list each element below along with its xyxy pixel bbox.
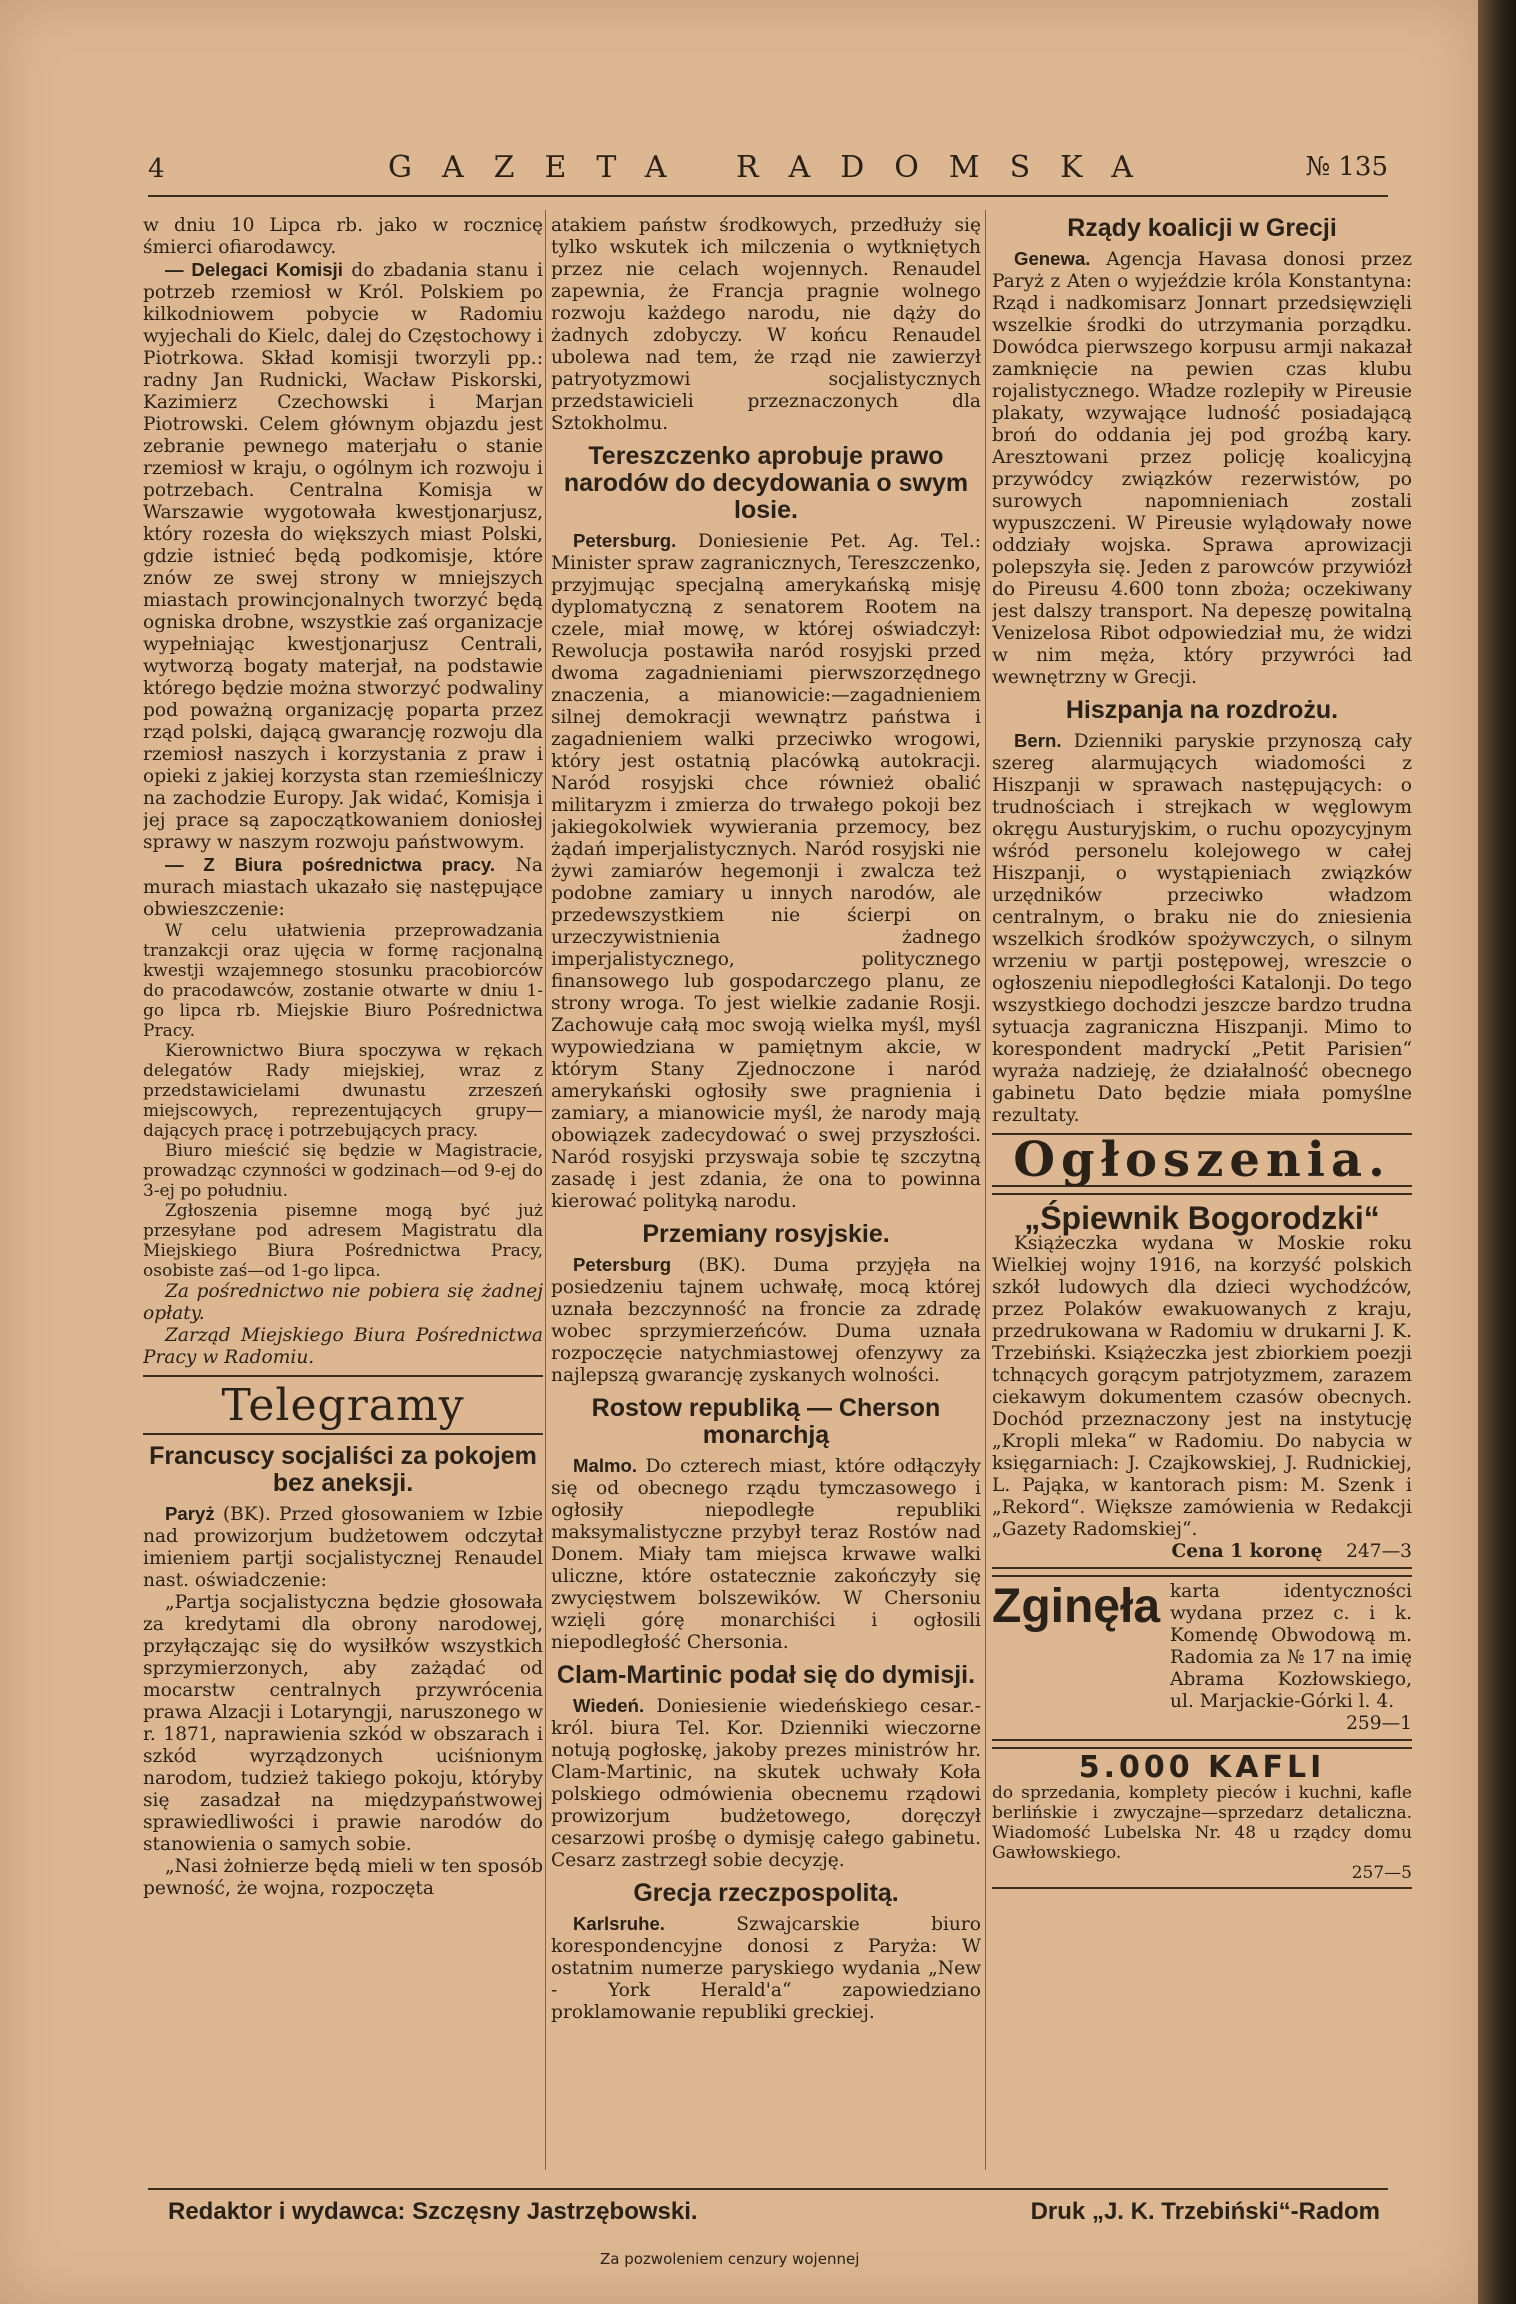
section-title: Telegramy: [221, 1380, 465, 1431]
page-header: [148, 150, 1388, 190]
paragraph: [551, 1913, 981, 2024]
paragraph: Zgłoszenia pisemne mogą być już przesyłane pod adresem Magistratu dla Miejskiego Biura Pośrednictwa Pracy, osobiste zaś—od 1-go lipca.: [143, 1201, 543, 1281]
body-text: (BK). Duma przyjęła na posiedzeniu tajnem uchwałę, mocą której uznała bezczynność na froncie za zdradę wobec sprzymierzeńców. Duma uznała rozpoczęcie natychmiastowej ofenzywy za najlepszą gwarancję zyskanych wolności.: [551, 1255, 981, 1386]
article-headline: Rostow republiką — Cherson monarchją: [591, 1394, 941, 1449]
column-2: [551, 215, 981, 2175]
header-rule: [148, 195, 1388, 197]
paragraph: Zarząd Miejskiego Biura Pośrednictwa Pracy w Radomiu.: [143, 1325, 543, 1368]
ad-code: 257—5: [1351, 1863, 1412, 1883]
body-text: Doniesienie Pet. Ag. Tel.: Minister spraw zagranicznych, Tereszczenko, przyjmując specjalną amerykańską misję dyplomatyczną z senatorem Rootem na czele, miał mowę, w której oświadczył: Rewolucja postawiła naród rosyjski przed dwoma zagadnieniami pierwszorzędnego znaczenia, a mianowicie:—zagadnieniem silnej demokracji wewnątrz państwa i zagadnieniem walki przeciwko wrogowi, który jest ostatnią placówką autokracji. Naród rosyjski chce również obalić militaryzm i zmierza do trwałego pokoji bez jakiegokolwiek wywierania przemocy, bez żądań imperjalistycznych. Naród rosyjski nie żywi zamiarów hegemonji i zwalcza też podobne zamiary u innych narodów, ale przedewszystkiem nie ścierpi on urzeczywistnienia żadnego imperjalistycznego, politycznego finansowego lub gospodarczego planu, ze strony wroga. To jest wielkie zadanie Rosji. Zachowuje całą moc swoją wielka myśl, myśl wypowiedziana w pamiętnym akcie, w którym Stany Zjednoczone i naród amerykański ogłosiły swe pragnienia i zamiary, a mianowicie myśl, że narody mają obowiązek zadecydować o swej przyszłości. Naród rosyjski przyswaja sobie tę szczytną zasadę i jest zdania, że ona to powinna kierować polityką narodu.: [551, 531, 981, 1212]
paragraph: Biuro mieścić się będzie w Magistracie, prowadząc czynności w godzinach—od 9-ej do 3-ej po południu.: [143, 1141, 543, 1201]
article-headline: Rządy koalicji w Grecji: [1067, 215, 1337, 242]
ad-text: Książeczka wydana w Moskie roku Wielkiej wojny 1916, na korzyść polskich szkół ludowych dla dzieci wychodźców, przez Polaków ewakuowanych z kraju, przedrukowana w Radomiu w drukarni J. K. Trzebiński. Książeczka jest zbiorkiem poezji tchnących gorącym patrjotyzmem, zarazem ciekawym dokumentem czasów obecnych. Dochód przeznaczony jest na instytucję „Kropli mleka“ w Radomiu. Do nabycia w księgarniach: J. Czajkowskiej, J. Rudnickiej, L. Pająka, w kantorach pism: M. Szenk i „Rekord“. Większe zamówienia w Redakcji „Gazety Radomskiej“.: [992, 1233, 1412, 1540]
lead-text: Petersburg.: [573, 530, 677, 551]
lead-text: Malmo.: [573, 1455, 638, 1476]
ad-title: „Śpiewnik Bogorodzki“: [1024, 1200, 1380, 1236]
body-text: Do czterech miast, które odłączyły się od obecnego rządu tymczasowego i ogłosiły niepodległe republiki maksymalistyczne przybył teraz Rostów nad Donem. Miały tam miejsca krwawe walki uliczne, które ostatecznie zakończyły się zwycięstwem bolszewików. W Chersoniu wzięli górę monarchiści i ogłosili niepodległość Chersonia.: [551, 1456, 981, 1653]
paragraph: atakiem państw środkowych, przedłuży się tylko wskutek ich milczenia o wytkniętych przez nie celach wojennych. Renaudel zapewnia, że Francja pragnie wolnego rozwoju każdego narodu, nie dąży do żadnych zdobyczy. W końcu Renaudel ubolewa nad tem, że rząd nie zawierzył patryotyzmowi socjalistycznych przedstawicieli przeznaczonych dla Sztokholmu.: [551, 215, 981, 434]
paragraph: [551, 1455, 981, 1654]
body-text: Dzienniki paryskie przynoszą cały szereg alarmujących wiadomości z Hiszpanji w sprawach następujących: o trudnościach i strejkach w węglowym okręgu Austuryjskim, o ruchu opozycyjnym wśród personelu kolejowego w całej Hiszpanji, o wystąpieniach związków urzędników przeciwko władzom centralnym, o braku nie do zniesienia wszelkich środków spożywczych, o silnym wrzeniu w partji postępowej, wreszcie o ogłoszeniu niepodległości Katalonji. Do tego wszystkiego dochodzi jeszcze bardzo trudna sytuacja zagraniczna Hiszpanji. Mimo to korespondent madryckí „Petit Parisien“ wyraża nadzieję, że działalność obecnego gabinetu Dato będzie miała pomyślne rezultaty.: [992, 731, 1412, 1126]
lead-text: Bern.: [1014, 730, 1062, 751]
page-number: 4: [148, 154, 165, 184]
body-text: Agencja Havasa donosi przez Paryż z Aten o wyjeździe króla Konstantyna: Rząd i nadkomisarz Jonnart przedsięwzięli wszelkie środki do utrzymania porządku. Dowódca pierwszego korpusu armji nakazał zamknięcie na pewien czas klubu rojalistycznego. Władze rozlepiły w Pireusie plakaty, wzywające ludność posiadającą broń do oddania jej pod groźbą kary. Aresztowani przez policję koalicyjną przywódcy związków rezerwistów, po surowych napomnieniach zostali wypuszczeni. W Pireusie wylądowały nowe oddziały wojska. Sprawa aprowizacji polepszyła się. Jeden z parowców przywiózł do Pireusu 4.600 tonn zboża; oczekiwany jest dalszy transport. Na depeszę powitalną Venizelosa Ribot odpowiedział mu, że widzi w nim męża, który przywróci ład wewnętrzny w Grecji.: [992, 249, 1412, 688]
paragraph: [992, 730, 1412, 1127]
lead-text: — Z Biura pośrednictwa pracy.: [165, 854, 496, 875]
section-title: Ogłoszenia.: [1013, 1132, 1391, 1188]
paragraph: [143, 854, 543, 921]
paragraph: [551, 530, 981, 1213]
paragraph: Kierownictwo Biura spoczywa w rękach delegatów Rady miejskiej, wraz z przedstawicielami dwunastu zrzeszeń miejscowych, reprezentujących grupy—dających pracę i potrzebujących pracy.: [143, 1041, 543, 1141]
paragraph: „Partja socjalistyczna będzie głosowała za kredytami dla obrony narodowej, przyłączając się do wysiłków wszystkich sprzymierzonych, aby zażądać od mocarstw centralnych przywrócenia prawa Alzacji i Lotaryngji, naruszonego w r. 1871, naprawienia szkód w obszarach i szkód wyrządzonych uciśnionym narodom, tudzież takiego pokoju, któryby się zasadzał na międzypaństwowej sprawiedliwości i prawie narodów do stanowienia o samych sobie.: [143, 1592, 543, 1855]
lead-text: — Delegaci Komisji: [165, 259, 343, 280]
body-text: (BK). Przed głosowaniem w Izbie nad prowizorjum budżetowem odczytał imieniem partji socjalistycznej Renaudel nast. oświadczenie:: [143, 1504, 543, 1591]
column-divider: [545, 210, 546, 2170]
censorship-note: Za pozwoleniem cenzury wojennej: [600, 2250, 860, 2268]
advertisement: [992, 1193, 1412, 1569]
article-headline: Clam-Martinic podał się do dymisji.: [556, 1661, 976, 1689]
ad-text: karta identyczności wydana przez c. i k. Komendę Obwodową m. Radomia za № 17 na imię Abrama Kozłowskiego, ul. Marjackie-Górki l. 4.: [1170, 1581, 1412, 1712]
paragraph: [992, 248, 1412, 689]
paragraph: [551, 1254, 981, 1387]
body-text: Szwajcarskie biuro korespondencyjne donosi z Paryża: W ostatnim numerze paryskiego wydania „New - York Herald'a“ zapowiedziano proklamowanie republiki greckiej.: [551, 1914, 981, 2023]
ad-code: 259—1: [1346, 1713, 1412, 1734]
ad-title: 5.000 KAFLI: [1078, 1750, 1326, 1785]
ad-price-line: [992, 1541, 1412, 1563]
advertisement: [992, 1747, 1412, 1889]
ad-code: 247—3: [1346, 1541, 1412, 1562]
printer-line: Druk „J. K. Trzebiński“-Radom: [1030, 2198, 1380, 2225]
lead-text: Paryż: [165, 1503, 215, 1524]
paragraph: Za pośrednictwo nie pobiera się żadnej opłaty.: [143, 1281, 543, 1324]
article-headline: Tereszczenko aprobuje prawo narodów do decydowania o swym losie.: [563, 442, 969, 524]
lead-text: Petersburg: [573, 1254, 672, 1275]
paragraph: W celu ułatwienia przeprowadzania tranzakcji oraz ujęcia w formę racjonalną kwestji wzajemnego stosunku pracobiorców do pracodawców, zostanie otwarte w dniu 1-go lipca rb. Miejskie Biuro Pośrednictwa Pracy.: [143, 921, 543, 1041]
column-3: [992, 215, 1412, 2175]
ad-price: Cena 1 koronę: [1171, 1541, 1323, 1562]
section-box: [143, 1375, 543, 1435]
article-headline: Hiszpanja na rozdrożu.: [1065, 696, 1339, 724]
footer-rule: [148, 2188, 1388, 2190]
editor-line: Redaktor i wydawca: Szczęsny Jastrzębowski.: [168, 2198, 698, 2225]
body-text: Doniesienie wiedeńskiego cesar.-król. biura Tel. Kor. Dzienniki wieczorne notują pogłoskę, jakoby prezes ministrów hr. Clam-Martinic, na skutek uchwały Koła polskiego odmówienia obecnemu rządowi prowizorjum budżetowego, doręczył cesarzowi prośbę o dymisję całego gabinetu. Cesarz zastrzegł sobie decyzję.: [551, 1696, 981, 1871]
ad-title: Zginęła: [992, 1580, 1161, 1633]
issue-number: № 135: [1305, 152, 1388, 182]
paragraph: w dniu 10 Lipca rb. jako w rocznicę śmierci ofiarodawcy.: [143, 215, 543, 258]
advertisement: [992, 1575, 1412, 1741]
article-headline: Przemiany rosyjskie.: [642, 1220, 890, 1248]
paragraph: [551, 1695, 981, 1872]
paragraph: „Nasi żołnierze będą mieli w ten sposób pewność, że wojna, rozpoczęta: [143, 1856, 543, 1899]
body-text: do zbadania stanu i potrzeb rzemiosł w Król. Polskiem po kilkodniowem pobycie w Radomiu wyjechali do Kielc, dalej do Częstochowy i Piotrkowa. Skład komisji tworzyli pp.: radny Jan Rudnicki, Wacław Piskorski, Kazimierz Czechowski i Marjan Piotrowski. Celem głównym objazdu jest zebranie pewnego materjału o stanie rzemiosł w kraju, o ogólnym ich rozwoju i potrzebach. Centralna Komisja w Warszawie wygotowała kwestjonarjusz, który rozesła do większych miast Polski, gdzie istnieć będą podkomisje, które znów ze swej strony w mniejszych miastach prowincjonalnych tworzyć będą ogniska drobne, wszystkie zaś organizacje wypełniając kwestjonarjusz Centrali, wytworzą bogaty materjał, na podstawie którego będzie można stworzyć podwaliny pod poważną organizację poparta przez rząd polski, dającą gwarancję rozwoju dla rzemiosł naszych i korzystania z praw i opieki z jakiej korzysta stan rzemieślniczy na zachodzie Europy. Jak widać, Komisja i jej prace są zapoczątkowaniem doniosłej sprawy w naszym rozwoju państwowym.: [143, 260, 543, 853]
ad-text: do sprzedania, komplety pieców i kuchni, kafle berlińskie i zwyczajne—sprzedarz detaliczna. Wiadomość Lubelska Nr. 48 u rządcy domu Gawłowskiego.: [992, 1783, 1412, 1863]
paragraph: [143, 1503, 543, 1592]
article-headline: Grecja rzeczpospolitą.: [633, 1879, 899, 1907]
lead-text: Wiedeń.: [573, 1695, 645, 1716]
article-headline: Francuscy socjaliści za pokojem bez aneksji.: [149, 1442, 537, 1497]
body-text: Na murach miastach ukazało się następujące obwieszczenie:: [143, 855, 543, 920]
masthead: GAZETA RADOMSKA: [388, 150, 1163, 185]
lead-text: Genewa.: [1014, 248, 1091, 269]
column-1: [143, 215, 543, 2175]
book-binding: [1478, 0, 1516, 2304]
ad-row: [992, 1581, 1412, 1713]
paragraph: [143, 259, 543, 854]
section-box: [992, 1133, 1412, 1187]
column-divider: [985, 210, 986, 2170]
lead-text: Karlsruhe.: [573, 1913, 665, 1934]
